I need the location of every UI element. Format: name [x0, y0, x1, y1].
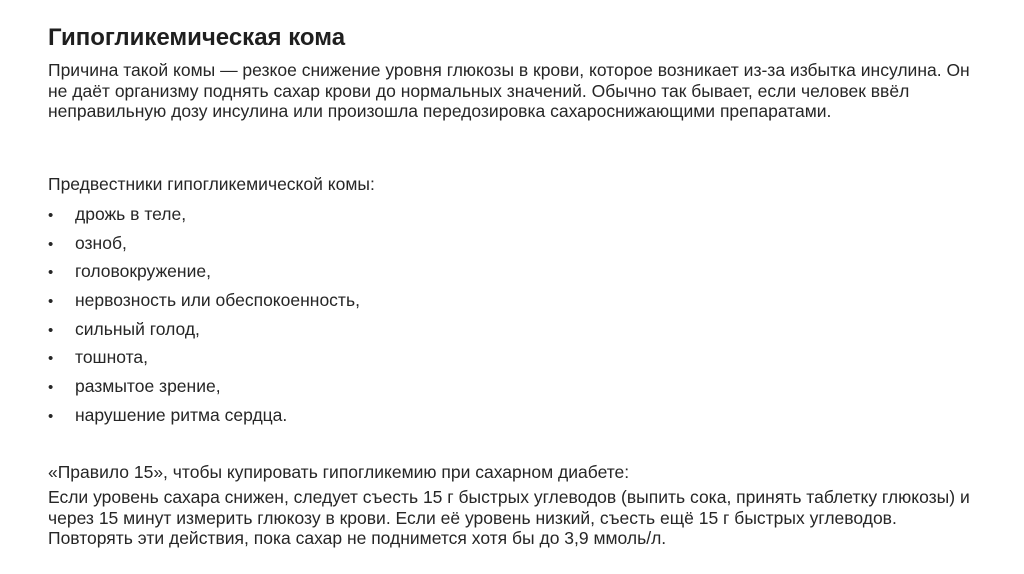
bullet-icon: • — [48, 293, 54, 311]
list-item — [48, 401, 360, 430]
list-item — [48, 257, 360, 286]
list-item-text: дрожь в теле, — [75, 204, 187, 224]
bullet-icon: • — [48, 379, 54, 397]
bullet-icon: • — [48, 407, 54, 425]
list-item — [48, 315, 360, 344]
list-item-text: тошнота, — [75, 347, 149, 368]
list-item-text: головокружение, — [75, 261, 211, 282]
list-item-text: нервозность или обеспокоенность, — [75, 290, 360, 311]
list-item — [48, 229, 360, 258]
rule-heading: «Правило 15», чтобы купировать гипогликемию при сахарном диабете: — [48, 462, 630, 482]
list-item-text: нарушение ритма сердца. — [75, 404, 288, 425]
list-item-text: озноб, — [75, 232, 127, 253]
intro-paragraph: Причина такой комы — резкое снижение уровня глюкозы в крови, которое возникает из-за избытка инсулина. Он не даёт организму поднять сахар крови до нормальных значений. Обычно так бывает, если человек ввёл неправильную дозу инсулина или произошла передозировка сахароснижающими препаратами. — [48, 60, 970, 121]
bullet-icon: • — [48, 235, 54, 253]
slide-title: Гипогликемическая кома — [48, 24, 346, 51]
list-item — [48, 286, 360, 315]
precursors-list — [48, 200, 360, 430]
list-item-text: размытое зрение, — [75, 376, 221, 397]
bullet-icon: • — [48, 264, 54, 282]
list-item-text: сильный голод, — [75, 318, 200, 339]
list-item — [48, 200, 360, 229]
list-item — [48, 343, 360, 372]
bullet-icon: • — [48, 321, 54, 339]
bullet-icon: • — [48, 207, 54, 224]
precursors-heading: Предвестники гипогликемической комы: — [48, 174, 375, 194]
list-item — [48, 372, 360, 401]
bullet-icon: • — [48, 350, 54, 368]
rule-paragraph: Если уровень сахара снижен, следует съесть 15 г быстрых углеводов (выпить сока, принять таблетку глюкозы) и через 15 минут измерить глюкозу в крови. Если её уровень низкий, съесть ещё 15 г быстрых углеводов. Повторять эти действия, пока сахар не поднимется хотя бы до 3,9 ммоль/л. — [48, 487, 970, 548]
